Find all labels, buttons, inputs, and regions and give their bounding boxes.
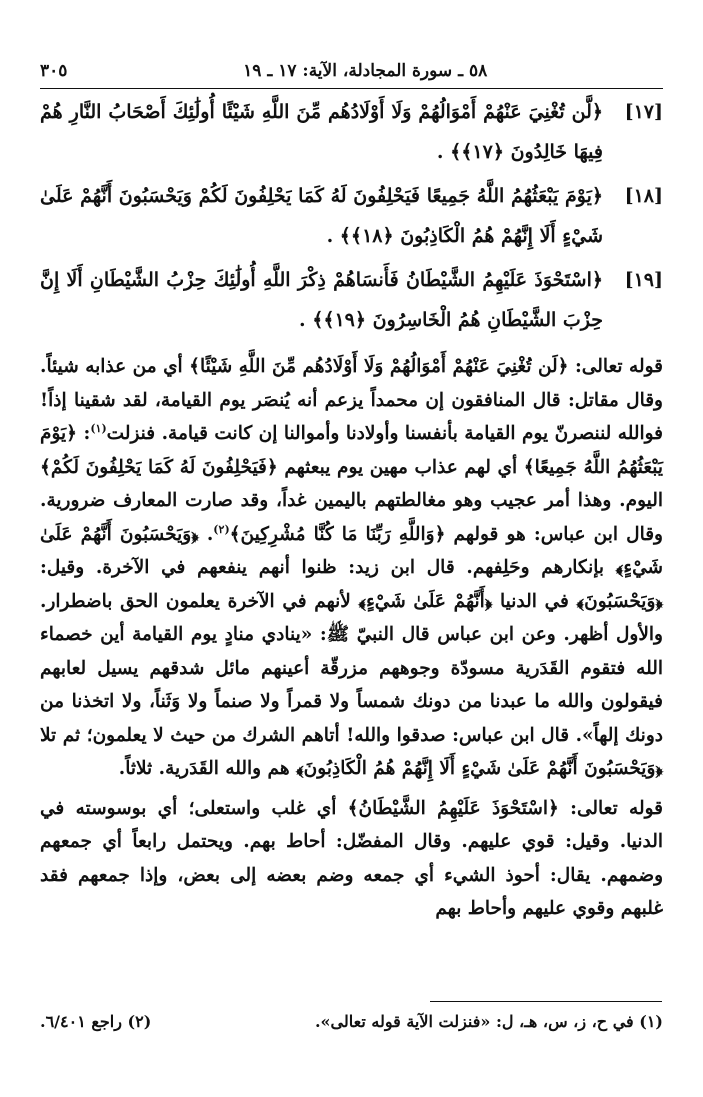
verse-text: ﴿يَوْمَ يَبْعَثُهُمُ اللَّهُ جَمِيعًا فَيَحْلِفُونَ لَهُ كَمَا يَحْلِفُونَ لَكُمْ وَيَحْسَبُونَ أَنَّهُمْ عَلَىٰ شَيْءٍ أَلَا إِنَّهُمْ هُمُ الْكَاذِبُونَ ﴿١٨﴾﴾ . (40, 185, 603, 247)
verse-text: ﴿اسْتَحْوَذَ عَلَيْهِمُ الشَّيْطَانُ فَأَنسَاهُمْ ذِكْرَ اللَّهِ أُولَٰئِكَ حِزْبُ الشَّيْطَانِ أَلَا إِنَّ حِزْبَ الشَّيْطَانِ هُمُ الْخَاسِرُونَ ﴿١٩﴾﴾ . (40, 269, 603, 331)
verse-17 (40, 92, 663, 172)
commentary-paragraph-1 (40, 350, 663, 786)
verse-number: [١٨] (624, 185, 663, 207)
paragraph-text: : ﴿يَوْمَ يَبْعَثُهُمُ اللَّهُ جَمِيعًا﴾ أي لهم عذاب مهين يوم يبعثهم ﴿فَيَحْلِفُونَ لَهُ كَمَا يَحْلِفُونَ لَكُمْ﴾ اليوم. وهذا أمر عجيب وهو مغالطتهم باليمين غداً، وقد صارت المعارف ضرورية. وقال ابن عباس: هو قولهم ﴿وَاللَّهِ رَبِّنَا مَا كُنَّا مُشْرِكِينَ﴾ (40, 423, 663, 545)
footnote-1: (١) في ح، ز، س، هـ، ل: «فنزلت الآية قوله تعالى». (314, 1012, 663, 1031)
paragraph-text: قوله تعالى: ﴿لَن تُغْنِيَ عَنْهُمْ أَمْوَالُهُمْ وَلَا أَوْلَادُهُم مِّنَ اللَّهِ شَيْئًا﴾ أي من عذابه شيئاً. وقال مقاتل: قال المنافقون إن محمداً يزعم أنه يُنصَر يوم القيامة، لقد شقينا إذاً! فوالله لننصرنّ يوم القيامة بأنفسنا وأولادنا وأموالنا إن كانت قيامة. فنزلت (40, 356, 663, 444)
paragraph-text: . ﴿وَيَحْسَبُونَ أَنَّهُمْ عَلَىٰ شَيْءٍ﴾ بإنكارهم وحَلِفهم. قال ابن زيد: ظنوا أنهم ينفعهم في الآخرة. وقيل: ﴿وَيَحْسَبُونَ﴾ في الدنيا ﴿أَنَّهُمْ عَلَىٰ شَيْءٍ﴾ لأنهم في الآخرة يعلمون الحق باضطرار. والأول أظهر. وعن ابن عباس قال النبيّ ﷺ: «ينادي منادٍ يوم القيامة أين خصماء الله فتقوم القَدَرية مسودّة وجوههم مزرقّة أعينهم مائل شدقهم يسيل لعابهم فيقولون والله ما عبدنا من دونك شمساً ولا قمراً ولا صنماً ولا وَثَناً، ولا اتخذنا من دونك إلهاً». قال ابن عباس: صدقوا والله! أتاهم الشرك من حيث لا يعلمون؛ ثم تلا ﴿وَيَحْسَبُونَ أَنَّهُمْ عَلَىٰ شَيْءٍ أَلَا إِنَّهُمْ هُمُ الْكَاذِبُونَ﴾ هم والله القَدَرية. ثلاثاً. (40, 523, 663, 779)
verse-number: [١٧] (624, 101, 663, 123)
chapter-title: ٥٨ ـ سورة المجادلة، الآية: ١٧ ـ ١٩ (243, 61, 488, 81)
verse-number: [١٩] (624, 269, 663, 291)
header-rule (40, 88, 663, 89)
footnote-rule (430, 1001, 662, 1002)
footnotes (40, 1012, 663, 1031)
commentary-paragraph-2 (40, 792, 663, 926)
verse-text: ﴿لَّن تُغْنِيَ عَنْهُمْ أَمْوَالُهُمْ وَلَا أَوْلَادُهُم مِّنَ اللَّهِ شَيْئًا أُولَٰئِكَ أَصْحَابُ النَّارِ هُمْ فِيهَا خَالِدُونَ ﴿١٧﴾﴾ . (40, 101, 603, 163)
footnote-marker-2[interactable]: (٢) (213, 522, 230, 536)
footnote-2: (٢) راجع ٦/٤٠١. (40, 1012, 152, 1031)
verse-18 (40, 176, 663, 256)
commentary-body (40, 350, 663, 932)
page-header (40, 54, 663, 88)
paragraph-text: قوله تعالى: ﴿اسْتَحْوَذَ عَلَيْهِمُ الشَّيْطَانُ﴾ أي غلب واستعلى؛ أي بوسوسته في الدنيا. وقيل: قوي عليهم. وقال المفضّل: أحاط بهم. ويحتمل رابعاً أي جمعهم وضمهم. يقال: أحوذ الشيء أي جمعه وضم بعضه إلى بعض، وإذا جمعهم فقد غلبهم وقوي عليهم وأحاط بهم (40, 797, 663, 919)
verses-block (40, 92, 663, 344)
page-number: ٣٠٥ (40, 61, 68, 81)
footnote-marker-1[interactable]: (١) (90, 421, 107, 435)
verse-19 (40, 260, 663, 340)
